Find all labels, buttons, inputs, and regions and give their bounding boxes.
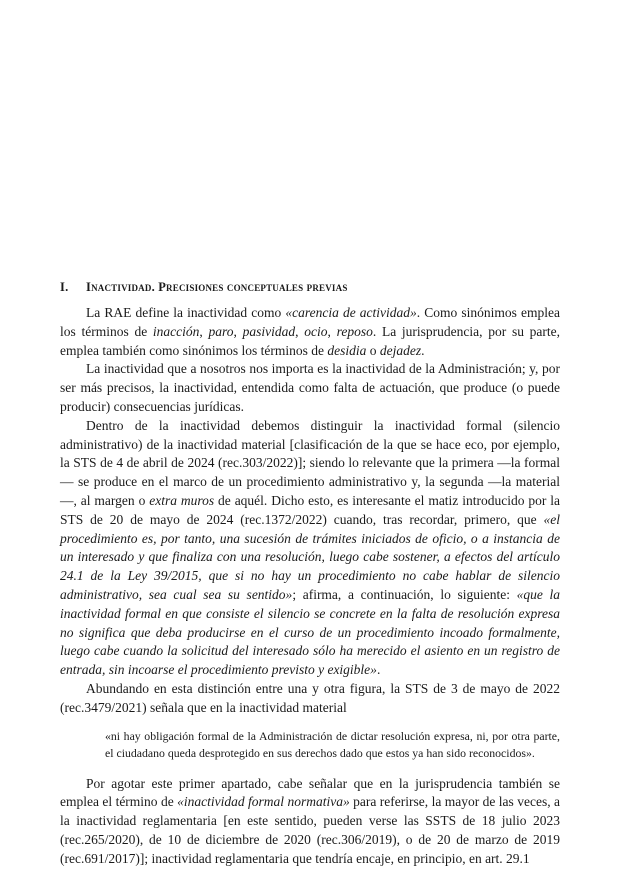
italic-run: paro: [208, 323, 234, 339]
italic-run: ocio: [304, 323, 328, 339]
italic-run: inacción: [152, 323, 200, 339]
text-run: o: [366, 342, 380, 358]
section-heading: [60, 280, 560, 295]
italic-quote-run: «el procedimiento es, por tanto, una sucesión de trámites iniciados de oficio, o a instancia de un interesado y que finaliza con una resolución, luego cabe sostener, a efectos del artículo 24.1 de la Ley 39/2015, que si no hay un procedimiento no cabe hablar de silencio administrativo, sea cual sea su sentido»: [60, 511, 560, 602]
text-run: para referirse, la mayor de las veces, a la inactividad reglamentaria [en este sentido, pueden verse las SSTS de 18 julio 2023 (rec.265/2020), de 10 de diciembre de 2020 (rec.306/2019), o de 20 de marzo de 2019 (rec.691/2017)]; inactividad reglamentaria que tendría encaje, en principio, en art. 29.1: [60, 794, 560, 866]
italic-run: dejadez: [379, 342, 422, 358]
text-run: ,: [199, 323, 209, 339]
italic-quote-run: «que la inactividad formal en que consiste el silencio se concrete en la falta de resolución expresa no significa que deba producirse en el curso de un procedimiento incoado formalmente, luego cabe cuando la solicitud del interesado sólo ha merecido el asiento en un registro de entrada, sin incoarse el procedimiento previsto y exigible»: [60, 586, 560, 678]
section-number: I.: [60, 280, 69, 294]
text-run: . La jurisprudencia, por su parte, emplea también como sinónimos los términos de: [60, 323, 561, 358]
text-run: . Como sinónimos emplea los términos de: [60, 305, 560, 339]
text-run: La RAE define la inactividad como: [86, 305, 286, 320]
italic-run: desidia: [327, 342, 367, 358]
paragraph-normative-inactivity: [60, 775, 560, 869]
italic-run: «carencia de actividad»: [285, 305, 417, 320]
paragraph-administration-inactivity: La inactividad que a nosotros nos importa es la inactividad de la Administración; y, por ser más precisos, la inactividad, entendida como falta de actuación, que produce (o puede producir) consecuencias jurídicas.: [60, 361, 560, 414]
text-run: ; afirma, a continuación, lo siguiente:: [292, 586, 517, 602]
italic-run: pasividad: [242, 323, 296, 339]
text-run: Por agotar este primer apartado, cabe señalar que en la jurisprudencia también se emplea el término de: [60, 775, 560, 810]
text-run: Dentro de la inactividad debemos distinguir la inactividad formal (silencio administrativo) de la inactividad material [clasificación de la que se hace eco, por ejemplo, la STS de 4 de abril de 2024 (rec.303/2022)]; siendo lo relevante que la primera —la formal— se produce en el marco de un procedimiento administrativo y, la segunda —la material—, al margen o: [60, 417, 560, 508]
paragraph-formal-vs-material: [60, 417, 560, 680]
text-run: .: [376, 662, 381, 678]
block-quote: «ni hay obligación formal de la Administración de dictar resolución expresa, ni, por otra parte, el ciudadano queda desprotegido en sus derechos dado que estos ya han sido reconocidos».: [105, 728, 560, 761]
text-run: .: [421, 342, 425, 358]
text-run: ,: [233, 323, 243, 339]
paragraph-distinction: Abundando en esta distinción entre una y otra figura, la STS de 3 de mayo de 2022 (rec.3479/2021) señala que en la inactividad material: [60, 680, 560, 715]
document-page: [60, 280, 560, 869]
italic-run: «inactividad formal normativa»: [177, 794, 350, 810]
italic-run: reposo: [336, 323, 373, 339]
section-title: Inactividad. Precisiones conceptuales previas: [86, 280, 348, 294]
text-run: ,: [327, 323, 337, 339]
text-run: ,: [295, 323, 305, 339]
italic-run: extra muros: [149, 492, 215, 508]
text-run: de aquél. Dicho esto, es interesante el matiz introducido por la STS de 20 de mayo de 2024 (rec.1372/2022) cuando, tras recordar, primero, que: [60, 492, 560, 527]
paragraph-rae-definition: [60, 304, 560, 360]
